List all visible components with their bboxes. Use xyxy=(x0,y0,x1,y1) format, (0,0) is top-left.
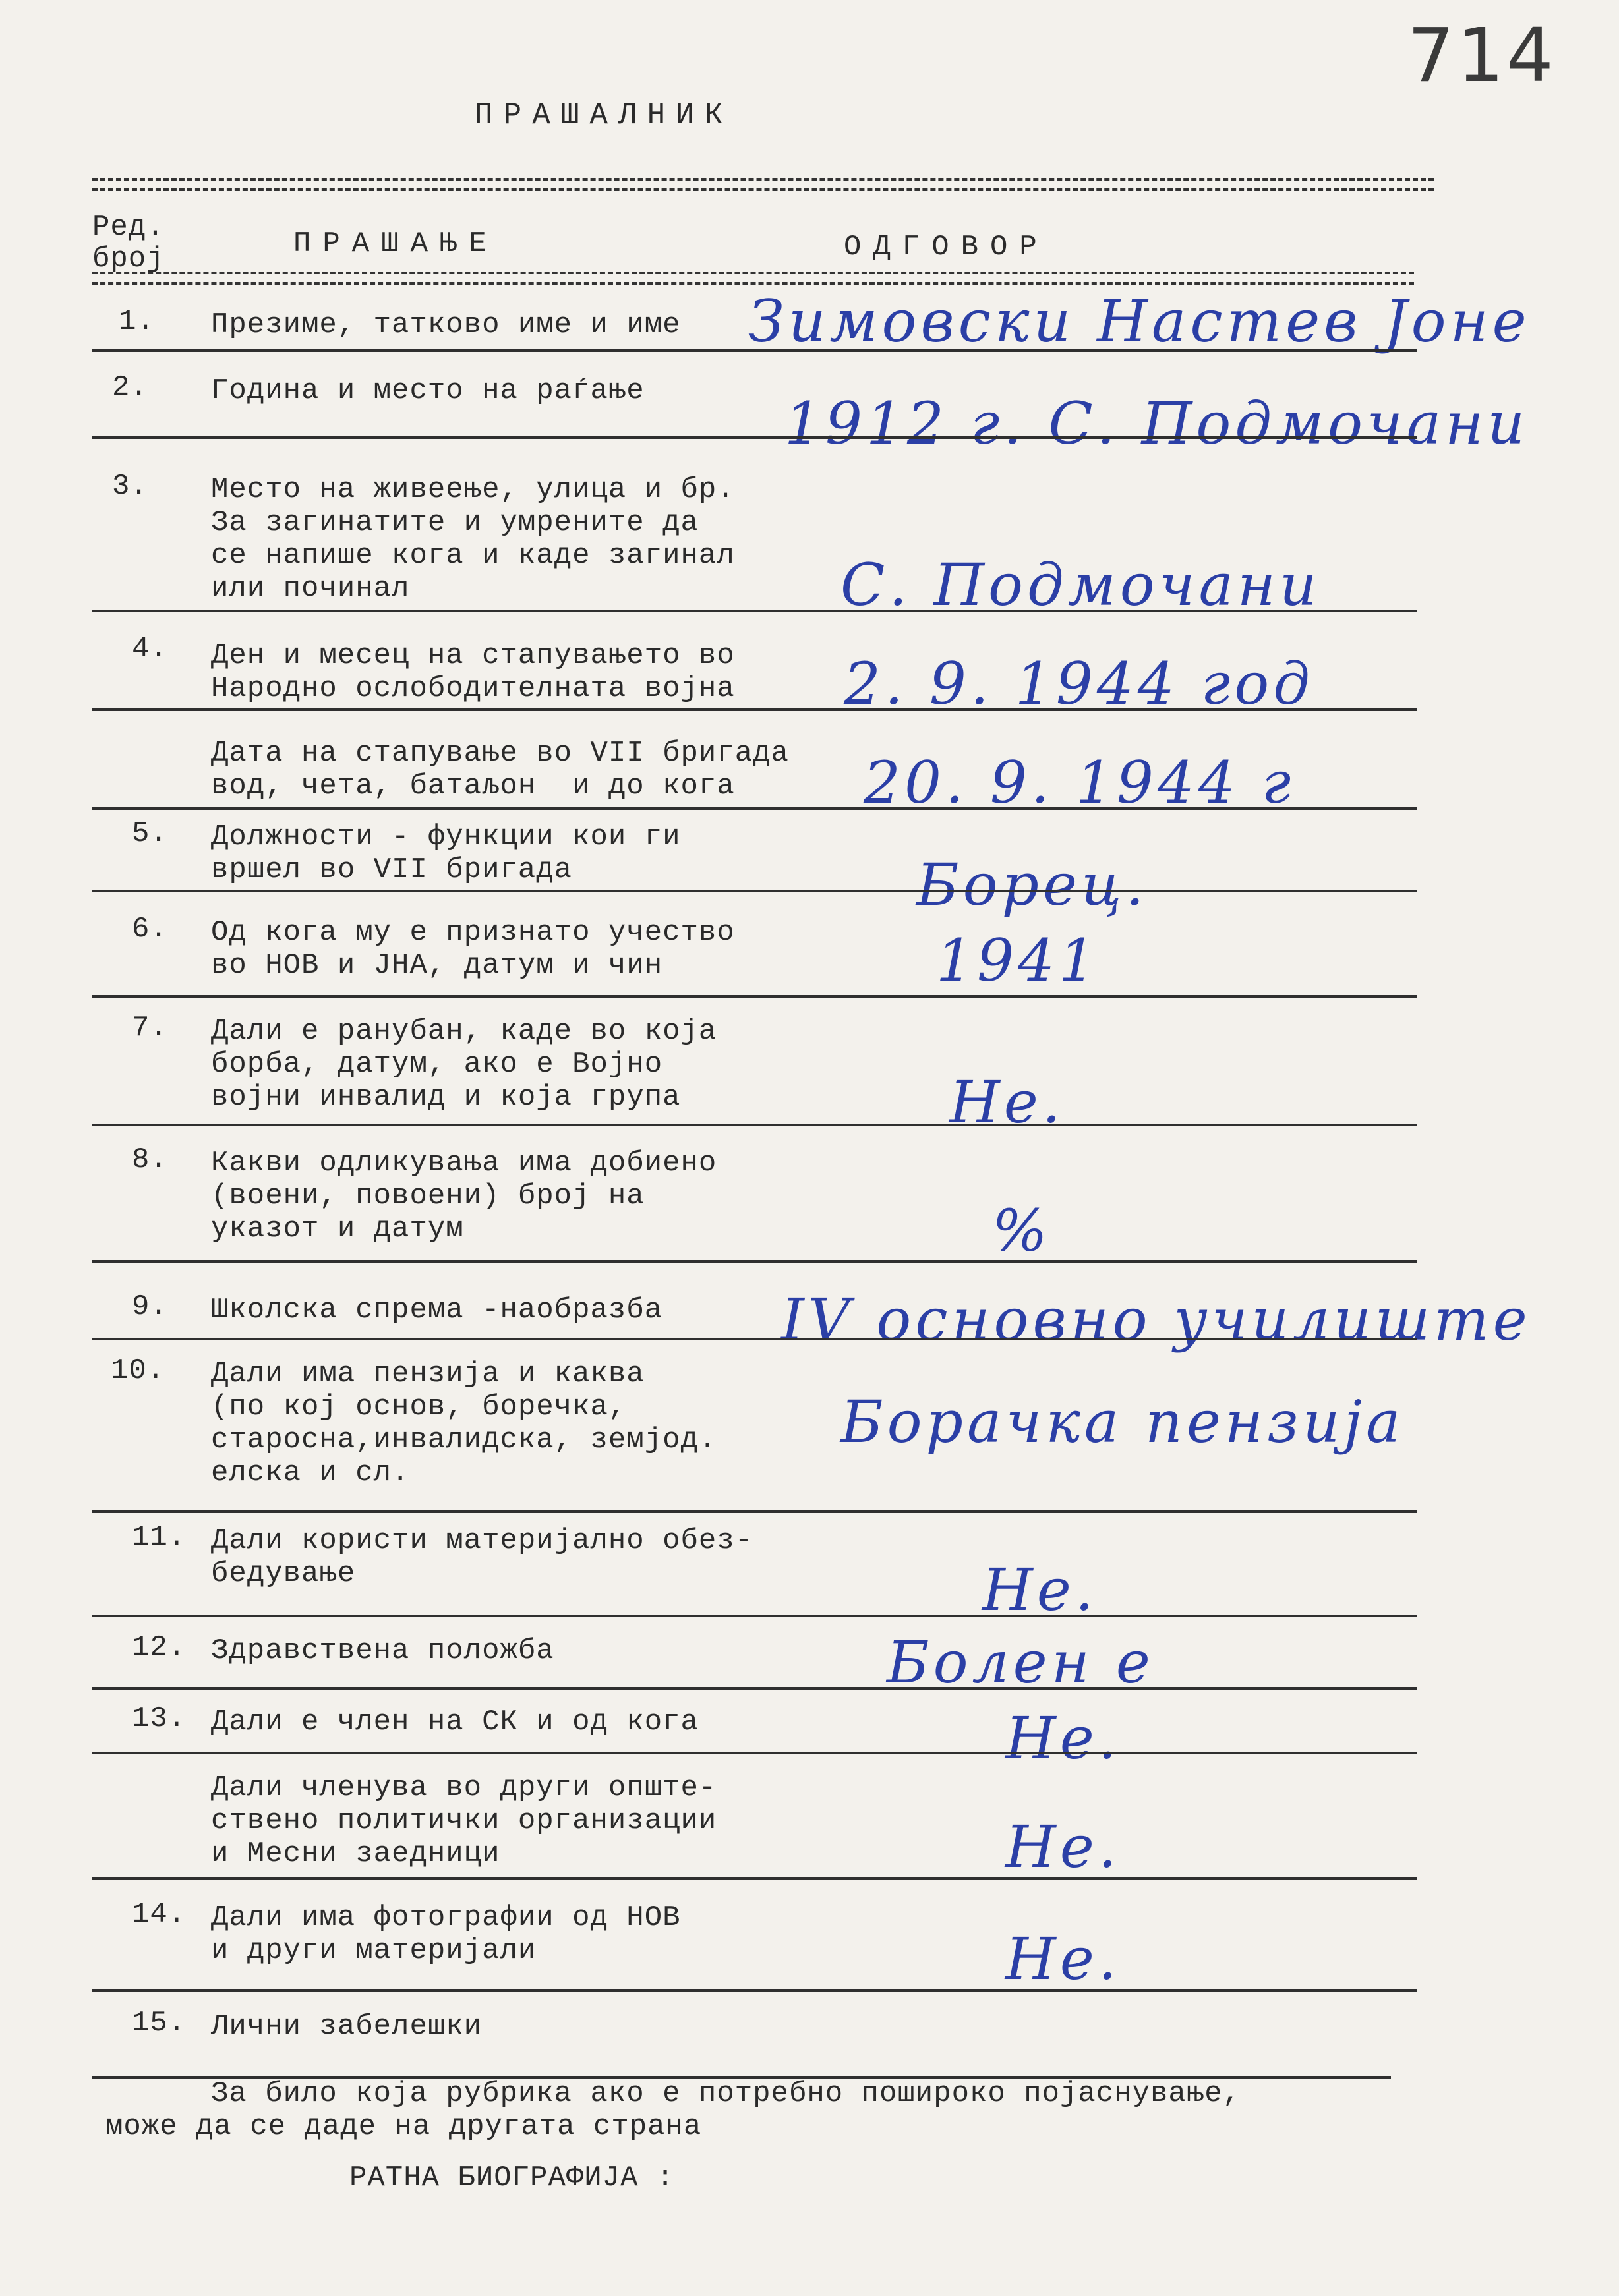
col-num-header-2: број xyxy=(92,243,165,275)
answer-line xyxy=(92,1260,1417,1263)
item-number: 8. xyxy=(132,1143,168,1176)
item-question-line: Од кога му е признато учество xyxy=(211,916,735,949)
item-question-line: Дата на стапување во VII бригада xyxy=(211,737,789,770)
item-answer: IV основно училиште xyxy=(781,1286,1531,1354)
item-question-line: ствено политички организации xyxy=(211,1804,717,1837)
title-divider xyxy=(92,178,1434,191)
page-title: ПРАШАЛНИК xyxy=(475,98,734,132)
item-question-line: се напише кога и каде загинал xyxy=(211,539,735,572)
item-number: 2. xyxy=(112,371,148,404)
item-question-line: или починал xyxy=(211,572,410,605)
item-answer: Борачка пензија xyxy=(840,1388,1405,1456)
answer-line xyxy=(92,890,1417,892)
item-answer: Борец. xyxy=(916,851,1148,919)
item-question-line: Ден и месец на стапувањето во xyxy=(211,639,735,672)
item-question-line: во НОВ и ЈНА, датум и чин xyxy=(211,949,663,982)
answer-line xyxy=(92,1124,1417,1126)
item-question: Лични забелешки xyxy=(211,2010,483,2043)
item-question: Презиме, татково име и име xyxy=(211,308,681,341)
item-question-line: Народно ослободителната војна xyxy=(211,672,735,705)
item-question-line: (по кој основ, боречка, xyxy=(211,1391,627,1423)
item-number: 5. xyxy=(132,817,168,850)
item-answer: Болен е xyxy=(887,1628,1154,1696)
answer-line xyxy=(92,1615,1417,1617)
answer-line xyxy=(92,1877,1417,1880)
item-answer: Зимовски Настев Јоне xyxy=(748,287,1531,355)
col-answer-header: ОДГОВОР xyxy=(844,231,1049,264)
item-question: Година и место на раѓање xyxy=(211,374,645,407)
answer-line xyxy=(92,807,1417,810)
item-question-line: (воени, повоени) број на xyxy=(211,1180,645,1213)
item-answer: Не. xyxy=(949,1068,1065,1136)
item-answer: 20. 9. 1944 г xyxy=(864,749,1295,817)
answer-line xyxy=(92,1338,1417,1340)
item-question-line: старосна,инвалидска, земјод. xyxy=(211,1423,717,1456)
item-answer: 1941 xyxy=(936,927,1100,994)
answer-line xyxy=(92,610,1417,612)
item-question: Школска спрема -наобразба xyxy=(211,1294,663,1327)
footer-note-line1: За било која рубрика ако е потребно пошироко појаснување, xyxy=(211,2077,1241,2110)
answer-line xyxy=(92,708,1417,711)
item-answer: 1912 г. С. Подмочани xyxy=(784,389,1529,457)
item-question-line: Дали членува во други опште- xyxy=(211,1771,717,1804)
item-question-line: и Месни заедници xyxy=(211,1837,500,1870)
item-number: 10. xyxy=(111,1354,165,1387)
item-question-line: војни инвалид и која група xyxy=(211,1081,681,1114)
item-question-line: Дали има пензија и каква xyxy=(211,1358,645,1391)
item-question-line: елска и сл. xyxy=(211,1456,410,1489)
col-question-header: ПРАШАЊЕ xyxy=(293,227,498,260)
answer-line xyxy=(92,1510,1417,1513)
item-answer: Не. xyxy=(1005,1813,1121,1881)
answer-line xyxy=(92,1752,1417,1754)
answer-line xyxy=(92,1989,1417,1992)
item-question-line: Место на живеење, улица и бр. xyxy=(211,473,735,506)
item-answer: С. Подмочани xyxy=(840,551,1321,619)
item-answer: Не. xyxy=(1005,1704,1121,1772)
answer-line xyxy=(92,349,1417,352)
item-answer: 2. 9. 1944 год xyxy=(844,650,1314,718)
footer-note-line2: може да се даде на другата страна xyxy=(105,2110,702,2143)
answer-line xyxy=(92,995,1417,998)
item-number: 1. xyxy=(119,305,155,338)
item-number: 14. xyxy=(132,1898,187,1931)
item-number: 13. xyxy=(132,1702,187,1735)
item-number: 12. xyxy=(132,1631,187,1664)
item-number: 6. xyxy=(132,913,168,946)
item-number: 9. xyxy=(132,1290,168,1323)
item-question-line: Должности - функции кои ги xyxy=(211,820,681,853)
item-question-line: Дали користи материјално обез- xyxy=(211,1524,753,1557)
item-answer: % xyxy=(992,1197,1051,1265)
item-question-line: вод, чета, батаљон и до кога xyxy=(211,770,735,803)
item-question-line: Дали има фотографии од НОВ xyxy=(211,1901,681,1934)
item-number: 7. xyxy=(132,1012,168,1045)
item-question-line: вршел во VII бригада xyxy=(211,853,573,886)
item-question-line: За загинатите и умрените да xyxy=(211,506,699,539)
war-biography-label: РАТНА БИОГРАФИЈА : xyxy=(349,2162,675,2195)
item-question-line: Какви одликувања има добиено xyxy=(211,1147,717,1180)
item-question: Здравствена положба xyxy=(211,1634,554,1667)
item-answer: Не. xyxy=(1005,1925,1121,1993)
item-number: 11. xyxy=(132,1521,187,1554)
answer-line xyxy=(92,1687,1417,1690)
header-divider xyxy=(92,272,1414,285)
item-number: 4. xyxy=(132,633,168,666)
item-question-line: борба, датум, ако е Војно xyxy=(211,1048,663,1081)
item-question: Дали е член на СК и од кога xyxy=(211,1706,699,1738)
col-num-header-1: Ред. xyxy=(92,211,165,244)
item-number: 15. xyxy=(132,2007,187,2040)
item-question-line: и други материјали xyxy=(211,1934,537,1967)
item-question-line: Дали е ранубан, каде во која xyxy=(211,1015,717,1048)
item-answer: Не. xyxy=(982,1556,1098,1624)
item-number: 3. xyxy=(112,470,148,503)
item-question-line: бедување xyxy=(211,1557,356,1590)
answer-line xyxy=(92,436,1417,439)
item-question-line: указот и датум xyxy=(211,1213,464,1246)
archive-number: 714 xyxy=(1407,13,1556,99)
